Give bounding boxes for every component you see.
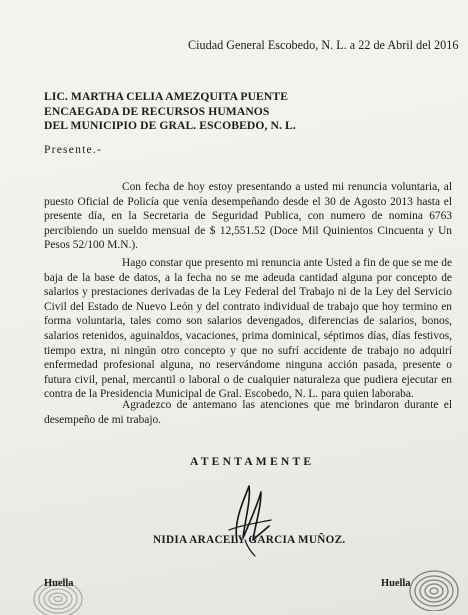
fingerprint-left-icon xyxy=(30,569,86,615)
recipient-title: ENCAEGADA DE RECURSOS HUMANOS xyxy=(44,104,270,118)
salutation: Presente.- xyxy=(44,143,103,156)
signer-name: NIDIA ARACELY GARCIA MUÑOZ. xyxy=(153,534,346,546)
date-line: Ciudad General Escobedo, N. L. a 22 de Abril del 2016 xyxy=(188,38,459,52)
body-paragraph-3: Agradezco de antemano las atenciones que me brindaron durante el desempeño de mi trabajo. xyxy=(44,399,452,426)
fingerprint-right-icon xyxy=(404,565,460,611)
handwritten-signature xyxy=(215,480,285,560)
huella-right-label: Huella xyxy=(381,578,411,589)
recipient-organization: DEL MUNICIPIO DE GRAL. ESCOBEDO, N. L. xyxy=(44,119,296,132)
body-paragraph-2: Hago constar que presento mi renuncia ante Usted a fin de que se me de baja de la base de datos, a la fecha no se me adeuda cantidad alguna por concepto de salarios y prestaciones derivadas de la Ley Federal del Trabajo ni de la Ley del Servicio Civil del Estado de Nuevo León y del contrato individual de trabajo que hoy termino en forma voluntaria, tales como son salarios devengados, diferencias de salarios, bonos, salarios retenidos, aguinaldos, vacaciones, prima dominical, séptimos días, días festivos, tiempo extra, ni ningún otro concepto y que no sufrí accidente de trabajo no adquirí enfermedad profesional alguna, no reservándome ninguna acción pasada, presente o futura civil, penal, mercantil o laboral o de cualquier naturaleza que pudiera ejecutar en contra de la Presidencia Municipal de Gral. Escobedo, N. L. para quien laboraba. xyxy=(44,257,452,401)
recipient-name: LIC. MARTHA CELIA AMEZQUITA PUENTE xyxy=(44,90,289,103)
huella-left-label: Huella xyxy=(44,578,74,589)
closing-atentamente: ATENTAMENTE xyxy=(190,455,315,468)
body-paragraph-1: Con fecha de hoy estoy presentando a usted mi renuncia voluntaria, al puesto Oficial de Policía que venía desempeñando desde el 30 de Agosto 2013 hasta el presente día, en la Secretaria de Seguridad Publica, con numero de nomina 6763 percibiendo un sueldo mensual de $ 12,551.52 (Doce Mil Quinientos Cincuenta y Un Pesos 52/100 M.N.). xyxy=(44,181,452,252)
recipient-block xyxy=(44,90,296,134)
